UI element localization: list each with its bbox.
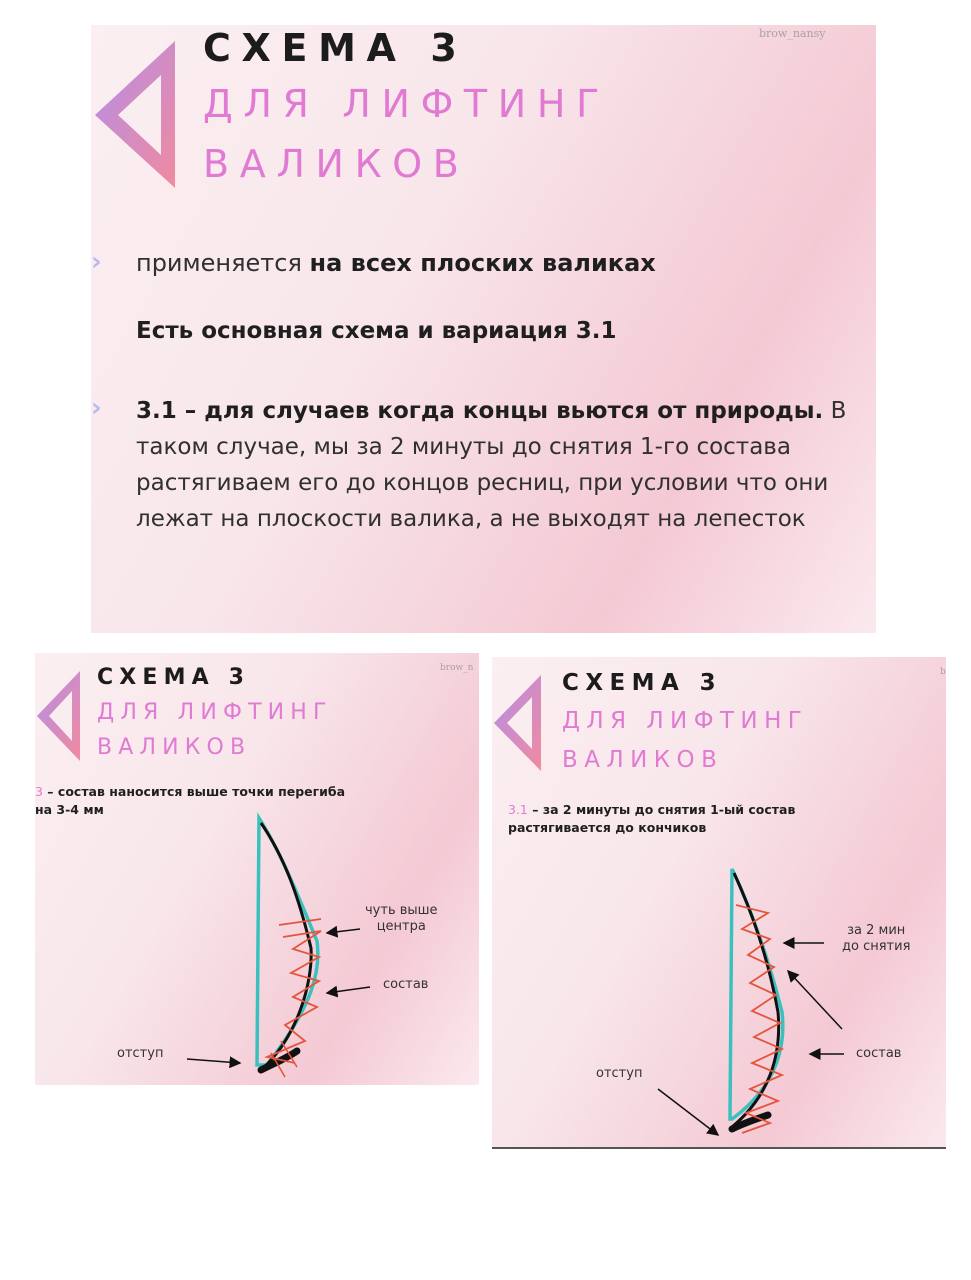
bullet-1-normal: применяется <box>136 249 310 277</box>
composition-zigzag <box>267 919 321 1063</box>
slide-title-line3: ВАЛИКОВ <box>97 735 252 760</box>
bullet-text-1 <box>136 247 656 279</box>
chevron-right-icon: › <box>91 247 102 277</box>
slide-title-line2: ДЛЯ ЛИФТИНГ <box>203 82 610 126</box>
slide-title-line3: ВАЛИКОВ <box>203 142 470 186</box>
label-before-removal <box>842 923 910 955</box>
slide-title-line1: СХЕМА 3 <box>562 670 723 696</box>
eyelash-line <box>261 823 311 1070</box>
slide-title-line2: ДЛЯ ЛИФТИНГ <box>562 708 809 734</box>
caption-text-2: на 3-4 мм <box>35 802 104 817</box>
slide-scheme-3-1-diagram <box>492 657 946 1149</box>
chevron-right-icon: › <box>91 393 102 423</box>
caption-text-2: растягивается до кончиков <box>508 820 707 835</box>
label-above-center-1: чуть выше <box>365 903 438 918</box>
bullet-2-normal: В таком случае, мы за 2 минуты до снятия 1-го состава растягиваем его до концов ресниц, при условии что они лежат на плоскости валика, а не выходят на лепесток <box>136 398 847 532</box>
lash-roller-diagram <box>35 653 479 1085</box>
caption-text: – состав наносится выше точки перегиба <box>42 784 346 799</box>
slide-title-line1: СХЕМА 3 <box>203 26 468 70</box>
slide-scheme-3-description <box>91 25 876 633</box>
label-offset: отступ <box>117 1046 164 1061</box>
caption-number: 3 <box>35 784 43 799</box>
caption-text: – за 2 минуты до снятия 1-ый состав <box>527 802 796 817</box>
label-offset: отступ <box>596 1066 643 1081</box>
label-above-center <box>365 903 438 935</box>
label-composition: состав <box>856 1046 902 1061</box>
slide-title-line2: ДЛЯ ЛИФТИНГ <box>97 700 333 725</box>
label-before-removal-2: до снятия <box>842 939 911 954</box>
slide-title-line3: ВАЛИКОВ <box>562 747 724 773</box>
label-above-center-2: центра <box>376 919 426 934</box>
label-composition: состав <box>383 977 429 992</box>
slide-title-line1: СХЕМА 3 <box>97 665 251 690</box>
triangle-logo-icon <box>91 37 181 192</box>
watermark: brow_nansy <box>759 27 826 40</box>
eyelash-line <box>732 873 779 1127</box>
lash-roller-diagram <box>492 657 946 1149</box>
watermark: brow_n <box>440 663 474 673</box>
bullet-text-2 <box>136 393 851 537</box>
main-line: Есть основная схема и вариация 3.1 <box>136 318 617 344</box>
bullet-2-bold: 3.1 – для случаев когда концы вьются от природы. <box>136 398 824 424</box>
label-before-removal-1: за 2 мин <box>847 923 906 938</box>
caption-number: 3.1 <box>508 802 528 817</box>
bullet-1-bold: на всех плоских валиках <box>309 249 656 277</box>
watermark: b <box>940 667 946 677</box>
slide-scheme-3-diagram <box>35 653 479 1085</box>
